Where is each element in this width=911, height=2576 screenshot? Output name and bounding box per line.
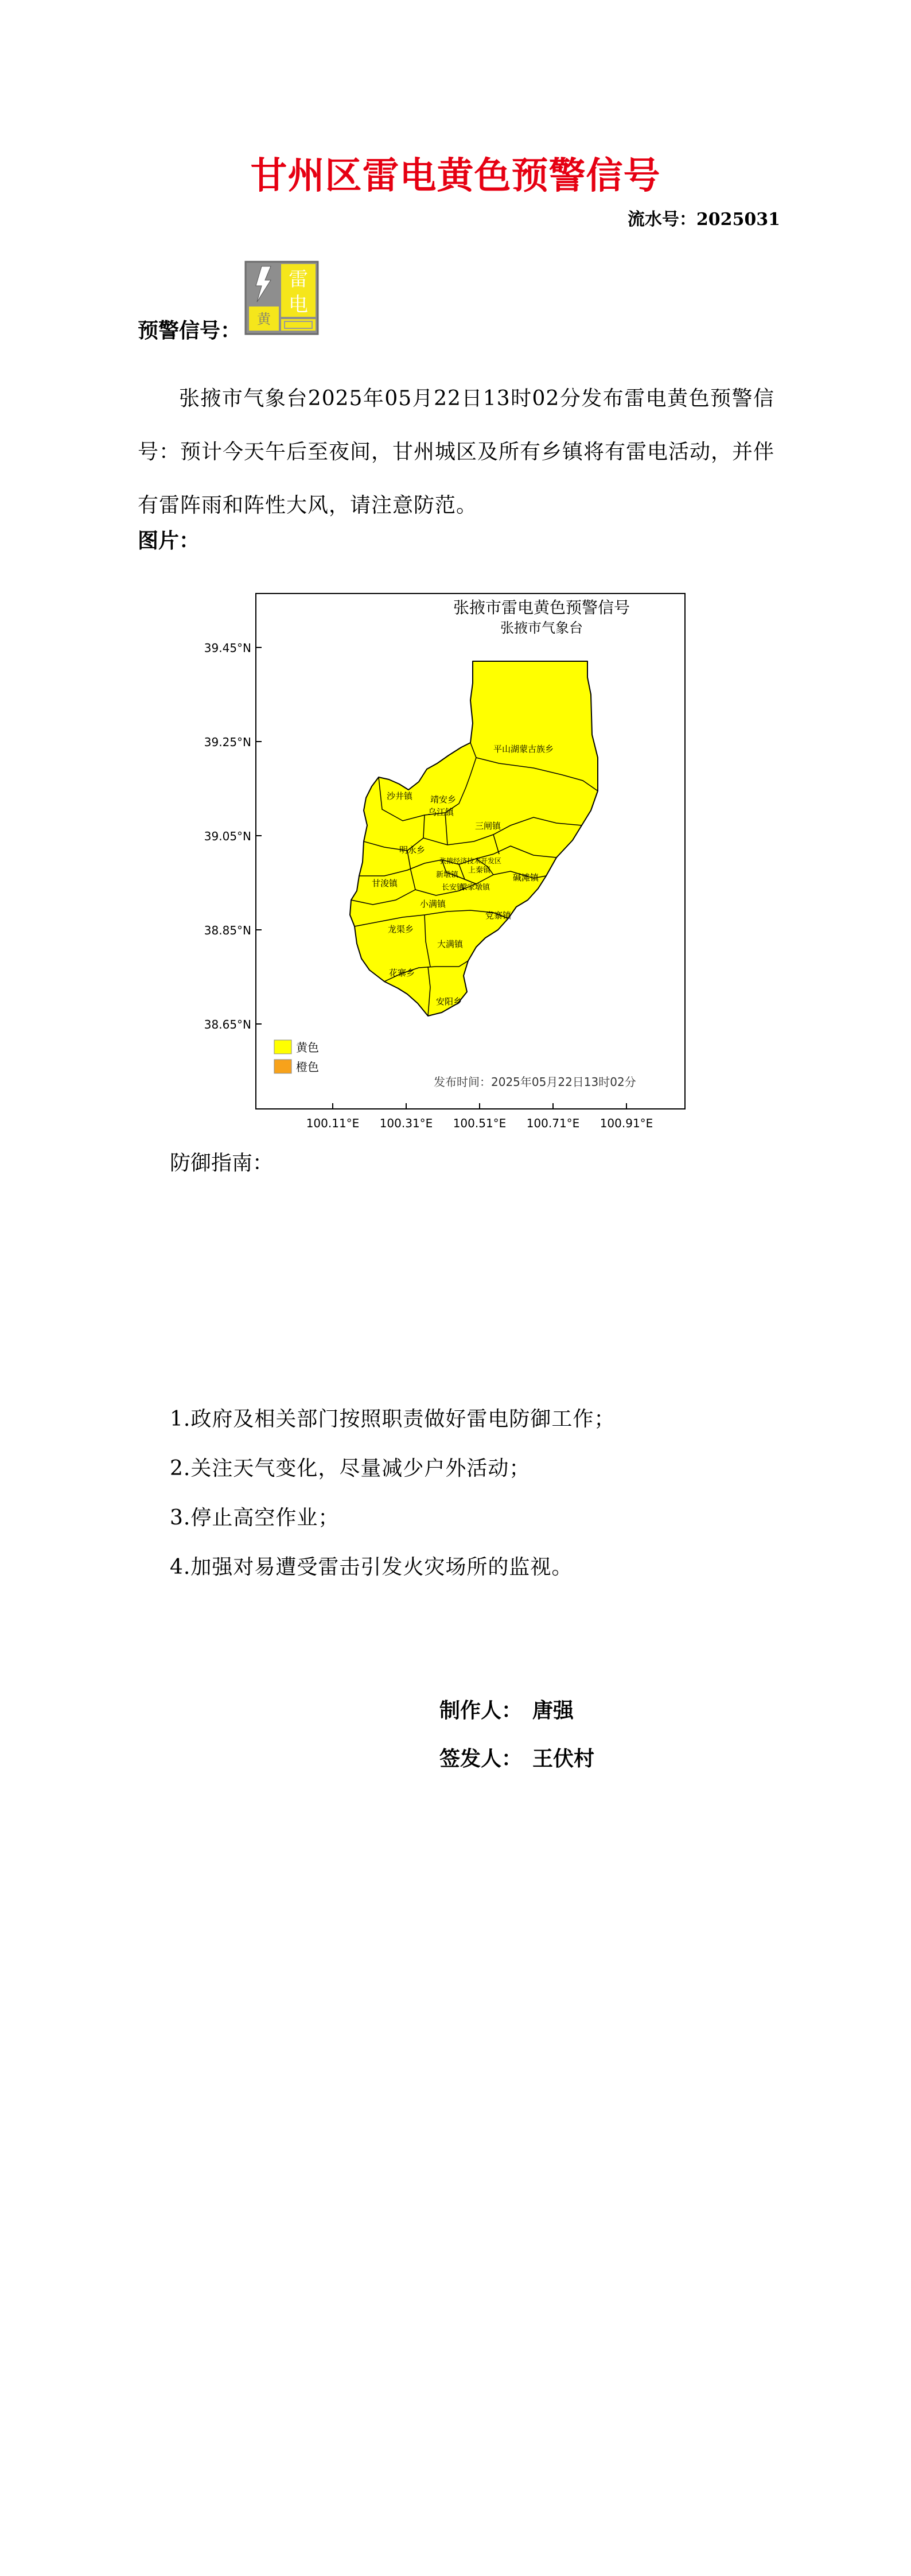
legend-swatch-yellow [274, 1040, 291, 1054]
lightning-yellow-icon [244, 261, 319, 335]
producer-name: 唐强 [532, 1699, 574, 1722]
signal-icon-char-1: 雷 [289, 268, 308, 291]
issuer-label: 签发人： [439, 1747, 523, 1771]
lon-tick-2: 100.31°E [379, 1116, 433, 1130]
lon-tick-5: 100.91°E [599, 1116, 653, 1130]
town-label: 党寨镇 [485, 910, 512, 921]
issuer-name: 王伏村 [532, 1747, 595, 1771]
lon-tick-4: 100.71°E [526, 1116, 580, 1130]
town-label: 明永乡 [399, 845, 426, 855]
issuer-line [439, 1743, 594, 1772]
serial-number: 流水号：2025031 [627, 210, 780, 230]
town-label: 上秦镇 [468, 866, 491, 875]
guide-item: 4.加强对易遭受雷击引发火灾场所的监视。 [170, 1555, 573, 1579]
town-label: 新墩镇 [436, 871, 459, 879]
lat-tick-3: 39.05°N [204, 829, 251, 843]
map-publish-time: 发布时间：2025年05月22日13时02分 [434, 1075, 636, 1089]
town-label: 梁家墩镇 [460, 883, 490, 892]
lat-tick-5: 38.65°N [204, 1018, 251, 1031]
signal-label: 预警信号： [138, 319, 242, 343]
guide-title: 防御指南： [170, 1151, 274, 1175]
signal-icon-badge: 黄 [257, 311, 271, 327]
legend-label-orange: 橙色 [296, 1060, 319, 1074]
town-label: 长安镇 [442, 883, 465, 892]
map-subtitle: 张掖市气象台 [500, 620, 583, 636]
town-label: 小满镇 [420, 899, 446, 909]
guide-item: 1.政府及相关部门按照职责做好雷电防御工作； [170, 1407, 616, 1431]
town-label: 碱滩镇 [513, 872, 539, 883]
lat-tick-4: 38.85°N [204, 924, 251, 937]
town-label: 靖安乡 [430, 794, 457, 805]
page-title: 甘州区雷电黄色预警信号 [250, 155, 661, 197]
lon-tick-1: 100.11°E [306, 1116, 360, 1130]
lat-tick-1: 39.45°N [204, 641, 251, 655]
town-label: 沙井镇 [387, 791, 413, 801]
town-label: 花寨乡 [389, 968, 415, 978]
town-label: 安阳乡 [436, 996, 462, 1007]
signal-icon-char-2: 电 [289, 293, 308, 316]
guide-item: 3.停止高空作业； [170, 1506, 340, 1530]
picture-label: 图片： [138, 529, 200, 553]
legend-swatch-orange [274, 1060, 291, 1073]
town-label: 龙渠乡 [388, 924, 414, 934]
town-label: 大满镇 [437, 939, 464, 949]
warning-body-text: 张掖市气象台2025年05月22日13时02分发布雷电黄色预警信号：预计今天午后至夜间，甘州城区及所有乡镇将有雷电活动，并伴有雷阵雨和阵性大风，请注意防范。 [138, 387, 775, 517]
town-label: 甘浚镇 [372, 878, 398, 889]
town-label: 张掖经济技术开发区 [439, 857, 502, 865]
town-label: 平山湖蒙古族乡 [493, 744, 554, 754]
town-label: 乌江镇 [428, 807, 454, 817]
producer-label: 制作人： [439, 1699, 523, 1722]
lat-tick-2: 39.25°N [204, 735, 251, 749]
guide-list [170, 1395, 615, 1592]
legend-label-yellow: 黄色 [296, 1041, 319, 1054]
producer-line [439, 1694, 574, 1724]
map-title: 张掖市雷电黄色预警信号 [453, 598, 630, 617]
lon-tick-3: 100.51°E [453, 1116, 507, 1130]
town-label: 三闸镇 [475, 821, 501, 831]
warning-map [189, 585, 706, 1136]
lat-axis [204, 641, 262, 1031]
guide-item: 2.关注天气变化，尽量减少户外活动； [170, 1457, 531, 1480]
